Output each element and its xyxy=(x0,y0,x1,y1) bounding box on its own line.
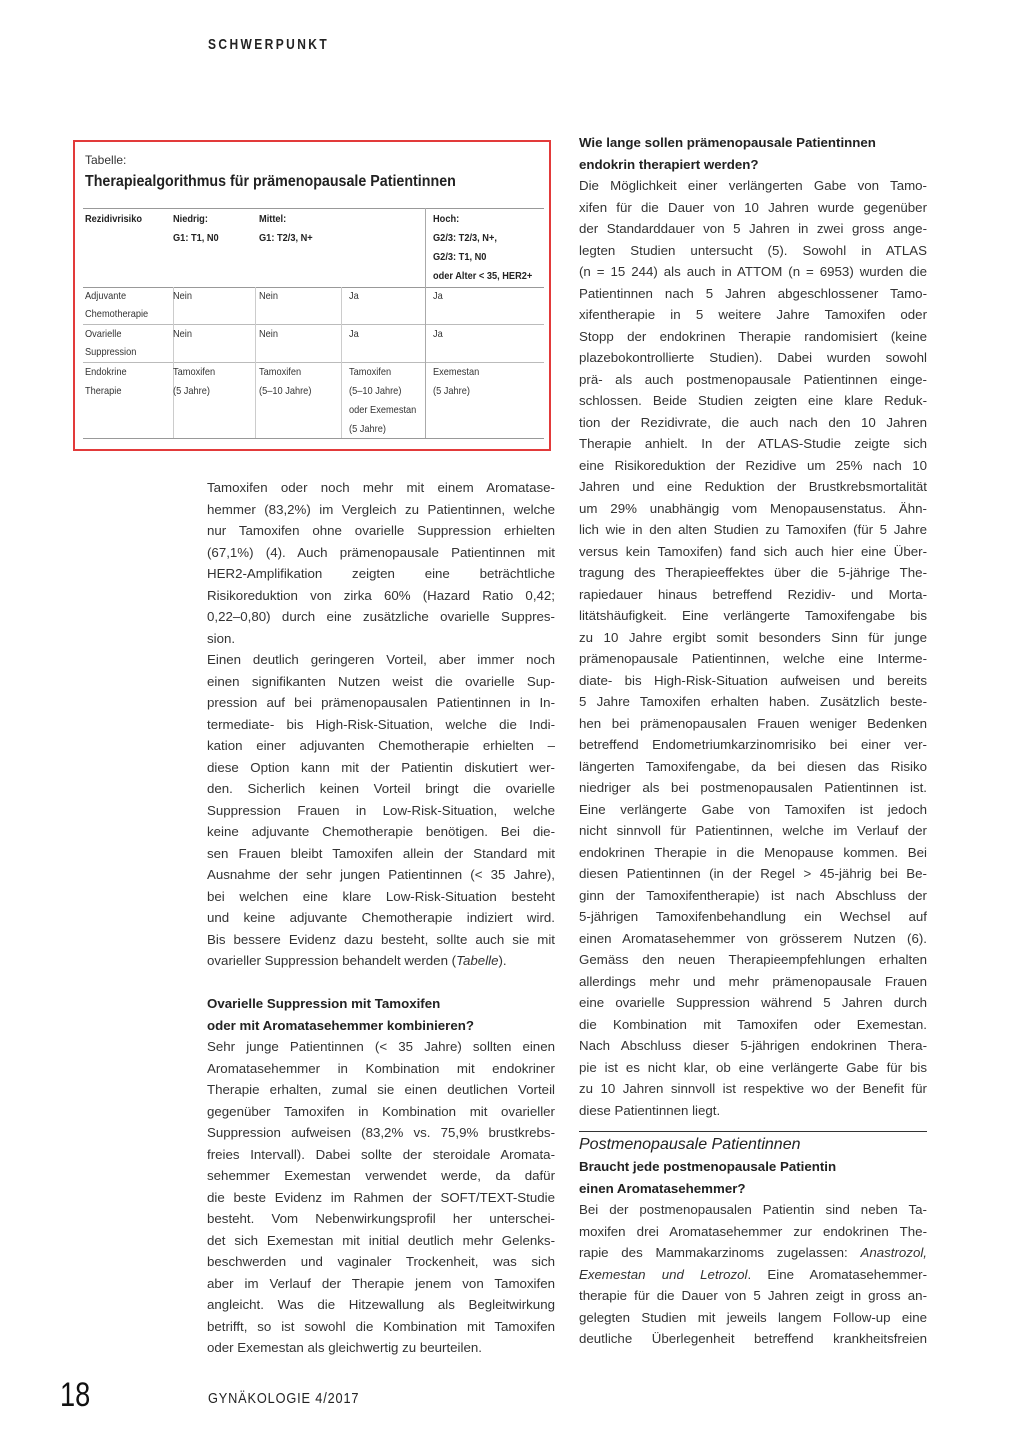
table-cell: Exemestan xyxy=(433,366,480,378)
text-line: xifentherapie in 5 weitere Jahre Tamoxifen oder xyxy=(579,307,927,322)
text-line: xifen für die Dauer von 10 Jahren wurde gegenüber xyxy=(579,199,927,215)
row-label: Endokrine xyxy=(85,366,127,378)
text-line: sion. xyxy=(207,630,236,646)
table-cell: Tamoxifen xyxy=(259,366,302,378)
table-cell: (5–10 Jahre) xyxy=(259,385,312,397)
text-line: und keine adjuvante Chemotherapie indiziert wird. xyxy=(207,910,555,925)
text-line: niedriger als bei postmenopausalen Patientinnen ist. xyxy=(579,780,927,795)
text-line: der Standarddauer von 5 Jahren in zwei gross ange- xyxy=(579,221,927,236)
table-cell: oder Exemestan xyxy=(349,404,417,416)
row-label: Chemotherapie xyxy=(85,308,149,320)
text-line: Aromatasehemmer in Kombination mit endokriner xyxy=(207,1060,555,1076)
text-line: Ausnahme der sehr jungen Patientinnen (< 35 Jahre), xyxy=(207,867,555,882)
page-number: 18 xyxy=(60,1376,91,1414)
text-line: gegenüber Tamoxifen in Kombination mit ovarieller xyxy=(207,1103,555,1119)
section-heading: Wie lange sollen prämenopausale Patientinnen xyxy=(579,135,876,150)
text-line: lich wie in den alten Studien zu Tamoxifen (für 5 Jahre xyxy=(579,522,927,537)
text-line: hemmer (83,2%) im Vergleich zu Patientinnen, welche xyxy=(207,501,555,517)
text-line: den. Sicherlich keinen Vorteil bringt die ovarielle xyxy=(207,781,555,796)
text-line: beschwerden und vaginaler Trockenheit, was sich xyxy=(207,1254,555,1269)
table-cell: (5 Jahre) xyxy=(349,423,386,435)
paragraph xyxy=(579,1199,927,1242)
table-divider xyxy=(425,208,426,438)
text-line: diate- bis High-Risk-Situation aufweisen und bereits xyxy=(579,672,927,688)
text-line: legten Studien untersucht (5). Sowohl in ATLAS xyxy=(579,242,927,258)
text-line: pression auf bei prämenopausalen Patientinnen in In- xyxy=(207,695,555,710)
text-line xyxy=(207,950,555,972)
text-line xyxy=(579,1242,927,1264)
header-risk: Rezidivrisiko xyxy=(85,213,143,225)
text-line: Therapie erhalten, zumal sie einen deutlichen Vorteil xyxy=(207,1082,555,1097)
section-heading: einen Aromatasehemmer? xyxy=(579,1180,746,1196)
table-cell: Ja xyxy=(349,290,359,302)
table-cell: (5–10 Jahre) xyxy=(349,385,402,397)
text-line: Therapie anhielt. In der ATLAS-Studie zeigte sich xyxy=(579,436,927,451)
text-line: Suppression aufweisen (83,2% vs. 75,9% brustkrebs- xyxy=(207,1125,555,1140)
text-line: plazebokontrollierte Studien). Dabei wurden sowohl xyxy=(579,350,927,365)
row-label: Therapie xyxy=(85,385,122,397)
text-line: therapie für die Dauer von 5 Jahren zeigt in gross an- xyxy=(579,1288,927,1303)
text-line: freies Intervall). Dabei sollte der steroidale Aromata- xyxy=(207,1146,555,1162)
table-label: Tabelle: xyxy=(85,153,127,167)
table-cell: Nein xyxy=(173,290,193,302)
header-low-detail: G1: T1, N0 xyxy=(173,232,219,244)
text-line: (n = 15 244) als auch in ATTOM (n = 6953) wurden die xyxy=(579,264,927,279)
header-mid: Mittel: xyxy=(259,213,287,225)
left-column xyxy=(207,477,555,1359)
section-title: Postmenopausale Patientinnen xyxy=(579,1136,801,1153)
text-line: Die Möglichkeit einer verlängerten Gabe von Tamo- xyxy=(579,178,927,193)
text-segment: . Eine Aromatasehemmer- xyxy=(747,1266,927,1282)
text-line: sen Frauen bleibt Tamoxifen allein der Standard mit xyxy=(207,845,555,861)
text-line: zu 10 Jahre ergibt somit besonders Sinn für junge xyxy=(579,629,927,645)
table-divider xyxy=(255,287,256,438)
table-reference: Tabelle xyxy=(456,953,499,968)
text-line: angleicht. Was die Hitzewallung als Begleitwirkung xyxy=(207,1297,555,1312)
text-line xyxy=(579,1264,927,1286)
row-label: Ovarielle xyxy=(85,328,122,340)
table-cell: Tamoxifen xyxy=(173,366,216,378)
text-line: die beste Evidenz im Rahmen der SOFT/TEXT-Studie xyxy=(207,1189,555,1205)
text-line: keine adjuvante Chemotherapie benötigen. Bei die- xyxy=(207,824,555,839)
row-label: Adjuvante xyxy=(85,290,127,302)
table-title: Therapiealgorithmus für prämenopausale Patientinnen xyxy=(85,173,456,190)
running-head: SCHWERPUNKT xyxy=(208,36,330,53)
text-line: hen bei prämenopausalen Frauen weniger Bedenken xyxy=(579,715,927,731)
text-segment: rapie des Mammakarzinoms zugelassen: xyxy=(579,1245,861,1260)
text-line: Eine verlängerte Gabe von Tamoxifen ist jedoch xyxy=(579,801,927,817)
table-rule xyxy=(83,324,544,325)
text-line: Tamoxifen oder noch mehr mit einem Aromatase- xyxy=(207,480,555,495)
table-rule xyxy=(83,287,544,288)
paragraph xyxy=(207,649,555,950)
text-line: Bei der postmenopausalen Patientin sind neben Ta- xyxy=(579,1202,927,1217)
section-rule xyxy=(579,1131,927,1132)
text-line: Risikoreduktion von zirka 60% (Hazard Ratio 0,42; xyxy=(207,587,555,603)
text-line: 0,22–0,80) durch eine zusätzliche ovarielle Suppres- xyxy=(207,609,555,624)
text-line: Einen deutlich geringeren Vorteil, aber immer noch xyxy=(207,652,555,667)
section-heading: Ovarielle Suppression mit Tamoxifen xyxy=(207,996,441,1011)
text-line: eine ovarielle Suppression während 5 Jahren durch xyxy=(579,995,927,1010)
text-line: endokrinen Therapie in die Menopause kommen. Bei xyxy=(579,844,927,860)
text-line: deutliche Überlegenheit betreffend krankheitsfreien xyxy=(579,1331,927,1346)
section-heading: Braucht jede postmenopausale Patientin xyxy=(579,1159,837,1174)
paragraph xyxy=(207,477,555,649)
table-cell: Ja xyxy=(433,290,443,302)
text-segment: ovarieller Suppression behandelt werden ( xyxy=(207,953,457,968)
text-line: Gemäss den neuen Therapieempfehlungen erhalten xyxy=(579,952,927,967)
text-line: moxifen drei Aromatasehemmer zur endokrinen The- xyxy=(579,1223,927,1239)
text-line: termediate- bis High-Risk-Situation, welche die Indi- xyxy=(207,716,555,732)
text-line: aber im Verlauf der Therapie jenem von Tamoxifen xyxy=(207,1275,555,1291)
text-line: Stopp der endokrinen Therapie randomisiert (keine xyxy=(579,328,927,344)
text-line: tion der Rezidivrate, die auch nach den 10 Jahren xyxy=(579,414,927,430)
text-line: gelegten Studien mit jeweils langem Follow-up eine xyxy=(579,1309,927,1325)
text-line: litätshäufigkeit. Eine verlängerte Tamoxifengabe bis xyxy=(579,608,927,623)
text-line: Nach Abschluss dieser 5-jährigen endokrinen Thera- xyxy=(579,1038,927,1053)
text-line: nur Tamoxifen ohne ovarielle Suppression erhielten xyxy=(207,523,555,538)
drug-name: Anastrozol, xyxy=(860,1245,927,1260)
text-line: die Kombination mit Tamoxifen oder Exemestan. xyxy=(579,1016,927,1032)
header-high-detail: oder Alter < 35, HER2+ xyxy=(433,270,533,282)
table-rule xyxy=(83,438,544,439)
header-mid-detail: G1: T2/3, N+ xyxy=(259,232,313,244)
journal-footer: GYNÄKOLOGIE 4/2017 xyxy=(208,1390,360,1407)
section-heading: oder mit Aromatasehemmer kombinieren? xyxy=(207,1017,474,1033)
text-line: bei welchen eine klare Low-Risk-Situation besteht xyxy=(207,888,555,904)
table-cell: Ja xyxy=(433,328,443,340)
text-line: sehemmer Exemestan verwendet werde, da dafür xyxy=(207,1168,555,1183)
table-rule xyxy=(83,208,544,209)
text-line: einen signifikanten Nutzen weist die ovarielle Sup- xyxy=(207,673,555,689)
header-high-detail: G2/3: T2/3, N+, xyxy=(433,232,497,244)
text-line: Jahren und eine Reduktion der Brustkrebsmortalität xyxy=(579,479,927,494)
text-segment: ). xyxy=(498,953,507,968)
text-line: Bis bessere Evidenz dazu besteht, sollte auch sie mit xyxy=(207,931,555,947)
text-line: Patientinnen nach 5 Jahren abgeschlossener Tamo- xyxy=(579,285,927,301)
drug-name: Exemestan und Letrozol xyxy=(579,1266,748,1282)
text-line: prä- als auch postmenopausale Patientinnen einge- xyxy=(579,371,927,387)
text-line: um 29% unabhängig vom Menopausenstatus. Ähn- xyxy=(579,500,927,516)
right-column xyxy=(579,132,927,1350)
table-cell: Tamoxifen xyxy=(349,366,392,378)
section-heading: endokrin therapiert werden? xyxy=(579,156,759,172)
text-line: (67,1%) (4). Auch prämenopausale Patientinnen mit xyxy=(207,544,555,560)
header-low: Niedrig: xyxy=(173,213,208,225)
header-high-detail: G2/3: T1, N0 xyxy=(433,251,487,263)
header-high: Hoch: xyxy=(433,213,460,225)
text-line: allerdings mehr und mehr prämenopausale Frauen xyxy=(579,973,927,989)
text-line: Suppression Frauen in Low-Risk-Situation, welche xyxy=(207,802,555,818)
table-cell: (5 Jahre) xyxy=(173,385,210,397)
text-line: oder Exemestan als gleichwertig zu beurteilen. xyxy=(207,1340,482,1355)
table-cell: Ja xyxy=(349,328,359,340)
text-line: ginn der Tamoxifentherapie) ist nach Abschluss der xyxy=(579,887,927,903)
paragraph xyxy=(579,175,927,1121)
text-line: betrifft, so ist sowohl die Kombination mit Tamoxifen xyxy=(207,1318,555,1334)
text-line: versus kein Tamoxifen) fand sich auch hier eine Über- xyxy=(579,543,927,559)
table-cell: Nein xyxy=(259,328,279,340)
text-line: zu 10 Jahren sinnvoll ist respektive wo der Benefit für xyxy=(579,1081,927,1096)
text-line: betreffend Endometriumkarzinomrisiko bei einer ver- xyxy=(579,737,927,752)
table-cell: (5 Jahre) xyxy=(433,385,470,397)
text-line: eine Risikoreduktion der Rezidive um 25% nach 10 xyxy=(579,457,927,473)
text-line: nicht sinnvoll für Patientinnen, welche im Verlauf der xyxy=(579,823,927,838)
paragraph xyxy=(579,1285,927,1350)
table-cell: Nein xyxy=(173,328,193,340)
text-line: HER2-Amplifikation zeigten eine beträchtliche xyxy=(207,566,555,581)
text-line: diesen Patientinnen (in der Regel > 45-jährig bei Be- xyxy=(579,866,927,881)
text-line: diese Patientinnen liegt. xyxy=(579,1102,721,1118)
text-line: schlossen. Beide Studien zeigten eine klare Reduk- xyxy=(579,393,927,408)
row-label: Suppression xyxy=(85,346,137,358)
text-line: det sich Exemestan mit initial deutlich mehr Gelenks- xyxy=(207,1232,555,1248)
text-line: kation einer adjuvanten Chemotherapie erhielten – xyxy=(207,738,555,753)
paragraph xyxy=(207,1036,555,1359)
table-box xyxy=(73,140,551,451)
text-line: längerten Tamoxifengabe, da bei diesen das Risiko xyxy=(579,758,927,774)
text-line: diese Option kann mit der Patientin diskutiert wer- xyxy=(207,759,555,775)
text-line: einen Aromatasehemmer von grösserem Nutzen (6). xyxy=(579,930,927,946)
table-cell: Nein xyxy=(259,290,279,302)
text-line: tragung des Therapieeffektes über die 5-jährige The- xyxy=(579,565,927,580)
text-line: prämenopausale Patientinnen, welche eine Interme- xyxy=(579,651,927,666)
text-line: Sehr junge Patientinnen (< 35 Jahre) sollten einen xyxy=(207,1039,555,1054)
text-line: 5 Jahre Tamoxifen erhalten haben. Zusätzlich beste- xyxy=(579,694,927,709)
table-divider xyxy=(341,287,342,438)
spacer xyxy=(207,972,555,994)
text-line: 5-jährigen Tamoxifenbehandlung ein Wechsel auf xyxy=(579,909,927,924)
text-line: besteht. Vom Nebenwirkungsprofil her unterschei- xyxy=(207,1211,555,1226)
text-line: pie ist es nicht klar, ob eine verlängerte Gabe für bis xyxy=(579,1059,927,1075)
text-line: rapiedauer hinaus betreffend Rezidiv- und Morta- xyxy=(579,586,927,602)
